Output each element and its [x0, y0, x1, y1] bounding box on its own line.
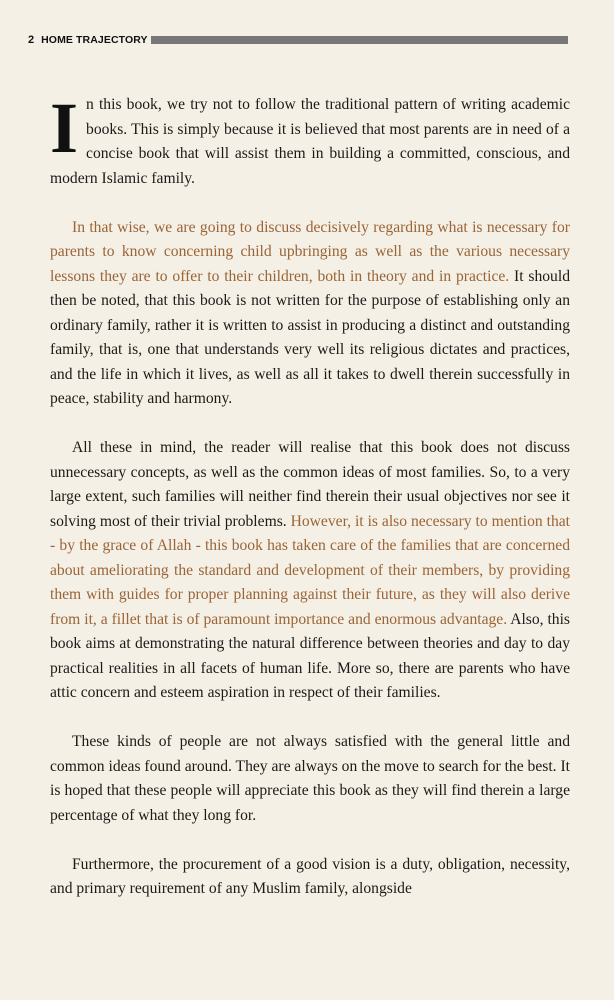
paragraph-3-text-after: Also, this book aims at demonstrating the natural difference between theories and day to day practical realities in all facets of human life. More so, there are parents who have attic concern and esteem aspiration in respect of their families. — [50, 610, 570, 701]
highlighted-text: In that wise, we are going to discuss decisively regarding what is necessary for parents to know concerning child upbringing as well as the various necessary lessons they are to offer to their children, both in theory and in practice. — [50, 218, 570, 285]
paragraph-3 — [50, 436, 570, 706]
paragraph-4 — [50, 730, 570, 828]
header-rule — [151, 36, 568, 44]
drop-cap: I — [50, 88, 79, 168]
page-header — [28, 33, 568, 47]
paragraph-1 — [50, 88, 570, 191]
highlighted-text: However, it is also necessary to mention that - by the grace of Allah - this book has taken care of the families that are concerned about ameliorating the standard and development of their members, by providing them with guides for proper planning against their future, as they will also derive from it, a fillet that is of paramount importance and enormous advantage. — [50, 512, 570, 628]
paragraph-1-text: n this book, we try not to follow the traditional pattern of writing academic books. This is simply because it is believed that most parents are in need of a concise book that will assist them in building a committed, conscious, and modern Islamic family. — [50, 96, 570, 187]
paragraph-5 — [50, 853, 570, 902]
paragraph-4-text: These kinds of people are not always satisfied with the general little and common ideas found around. They are always on the move to search for the best. It is hoped that these people will appreciate this book as they will find therein a large percentage of what they long for. — [50, 733, 570, 824]
running-title: HOME TRAJECTORY — [41, 34, 148, 46]
paragraph-5-text: Furthermore, the procurement of a good vision is a duty, obligation, necessity, and primary requirement of any Muslim family, alongside — [50, 855, 570, 897]
paragraph-2 — [50, 216, 570, 412]
paragraph-2-text: It should then be noted, that this book is not written for the purpose of establishing only an ordinary family, rather it is written to assist in producing a distinct and outstanding family, that is, one that understands very well its religious dictates and practices, and the life in which it lives, as well as all it takes to dwell therein successfully in peace, stability and harmony. — [50, 267, 570, 407]
page-number: 2 — [28, 34, 35, 46]
paragraph-3-text-before: All these in mind, the reader will realise that this book does not discuss unnecessary concepts, as well as the common ideas of most families. So, to a very large extent, such families will neither find therein their usual objectives nor see it solving most of their trivial problems. — [50, 439, 570, 530]
body-text — [50, 88, 570, 926]
